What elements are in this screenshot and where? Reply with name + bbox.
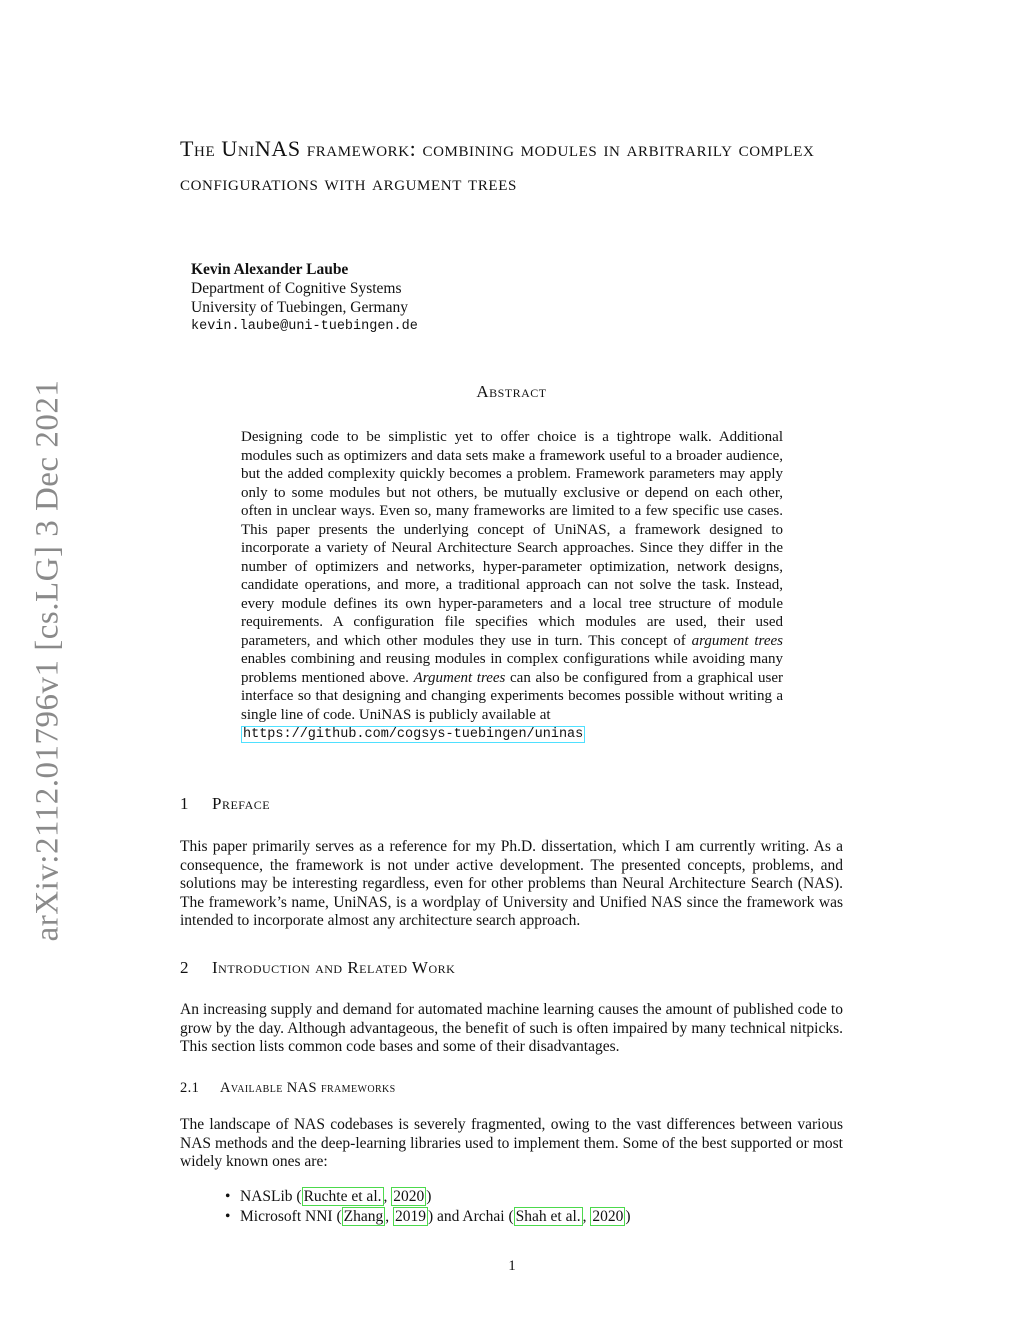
nas-frameworks-paragraph: The landscape of NAS codebases is severely fragmented, owing to the vast differences between various NAS methods and the deep-learning libraries used to implement them. Some of the best supported or most widely known ones are: [180, 1116, 843, 1170]
abstract-text-part-2: enables combining and reusing modules in complex configurations while avoiding many problems mentioned above. [241, 651, 783, 686]
paren-open: ( [336, 1208, 342, 1225]
section-number: 2 [180, 958, 189, 977]
page-number: 1 [508, 1258, 516, 1274]
arxiv-id-text: arXiv:2112.01796v1 [cs.LG] 3 Dec 2021 [29, 379, 66, 941]
author-university: University of Tuebingen, Germany [191, 299, 408, 316]
author-name: Kevin Alexander Laube [191, 261, 349, 278]
subsection-heading-nas-frameworks [180, 1080, 396, 1097]
abstract-heading: Abstract [476, 382, 547, 401]
citation-author-link[interactable]: Ruchte et al. [303, 1188, 382, 1205]
citation-separator: , [582, 1208, 591, 1225]
citation-author-link[interactable]: Shah et al. [515, 1208, 581, 1225]
citation-year-link[interactable]: 2020 [592, 1208, 624, 1225]
citation-author-link[interactable]: Zhang [343, 1208, 384, 1225]
abstract-text [241, 428, 783, 745]
github-link[interactable]: https://github.com/cogsys-tuebingen/uninas [243, 727, 584, 742]
introduction-paragraph: An increasing supply and demand for automated machine learning causes the amount of published code to grow by the day. Although advantageous, the benefit of such is often impaired by many technical nitpicks. This section lists common code bases and some of their disadvantages. [180, 1001, 843, 1055]
citation-separator: , [383, 1188, 392, 1205]
abstract-text-part-1: Designing code to be simplistic yet to offer choice is a tightrope walk. Additional modules such as optimizers and data sets make a framework useful to a broader audience, but the added complexity quickly becomes a problem. Framework parameters may apply only to some modules but not others, be mutually exclusive or depend on each other, often in unclear ways. Even so, many frameworks are limited to a few specific use cases. This paper presents the underlying concept of UniNAS, a framework designed to incorporate a variety of Neural Architecture Search approaches. Since they differ in the number of optimizers and networks, hyper-parameter optimization, network designs, candidate operations, and more, a traditional approach can not solve the task. Instead, every module defines its own hyper-parameters and a local tree structure of module requirements. A configuration file specifies which modules are used, their used parameters, and which other modules they use in turn. This concept of [241, 429, 783, 649]
paren-close: ) [625, 1208, 631, 1225]
subsection-number: 2.1 [180, 1080, 200, 1096]
section-heading-preface [180, 794, 270, 814]
subsection-title: Available NAS frameworks [220, 1080, 396, 1096]
framework-conjunction: and Archai [437, 1208, 505, 1225]
section-title: Preface [212, 794, 271, 813]
preface-paragraph: This paper primarily serves as a reference for my Ph.D. dissertation, which I am currently writing. As a consequence, the framework is not under active development. The presented concepts, problems, and solutions may be interesting regardless, even for other problems than Neural Architecture Search (NAS). The framework’s name, UniNAS, is a wordplay of University and Unified NAS since the framework was intended to incorporate almost any architecture search approach. [180, 838, 843, 929]
citation-year-link[interactable]: 2019 [394, 1208, 426, 1225]
author-department: Department of Cognitive Systems [191, 280, 402, 297]
author-block [191, 260, 418, 336]
section-number: 1 [180, 794, 189, 813]
paren-close: ) [426, 1188, 432, 1205]
citation-year-link[interactable]: 2020 [393, 1188, 425, 1205]
list-item-naslib [225, 1187, 631, 1207]
abstract-text-part-3: can also be configured from a graphical user interface so that designing and changing experiments becomes possible without writing a single line of code. UniNAS is publicly available at [241, 669, 784, 723]
section-title: Introduction and Related Work [212, 958, 456, 977]
abstract-emphasis-1: argument trees [691, 632, 783, 649]
citation-separator: , [385, 1208, 393, 1225]
arxiv-identifier-stamp [18, 360, 78, 960]
abstract-emphasis-2: Argument trees [413, 669, 506, 686]
framework-name: NASLib [240, 1188, 293, 1205]
framework-list [225, 1187, 631, 1227]
section-heading-introduction [180, 958, 455, 978]
paren-close: ) [427, 1208, 434, 1225]
list-item-nni-archai [225, 1207, 631, 1227]
paren-open: ( [296, 1188, 302, 1205]
paren-open: ( [508, 1208, 514, 1225]
framework-name: Microsoft NNI [240, 1208, 333, 1225]
paper-title: The UniNAS framework: combining modules in arbitrarily complex configurations with argument trees [180, 136, 815, 195]
author-email[interactable]: kevin.laube@uni-tuebingen.de [191, 319, 418, 334]
